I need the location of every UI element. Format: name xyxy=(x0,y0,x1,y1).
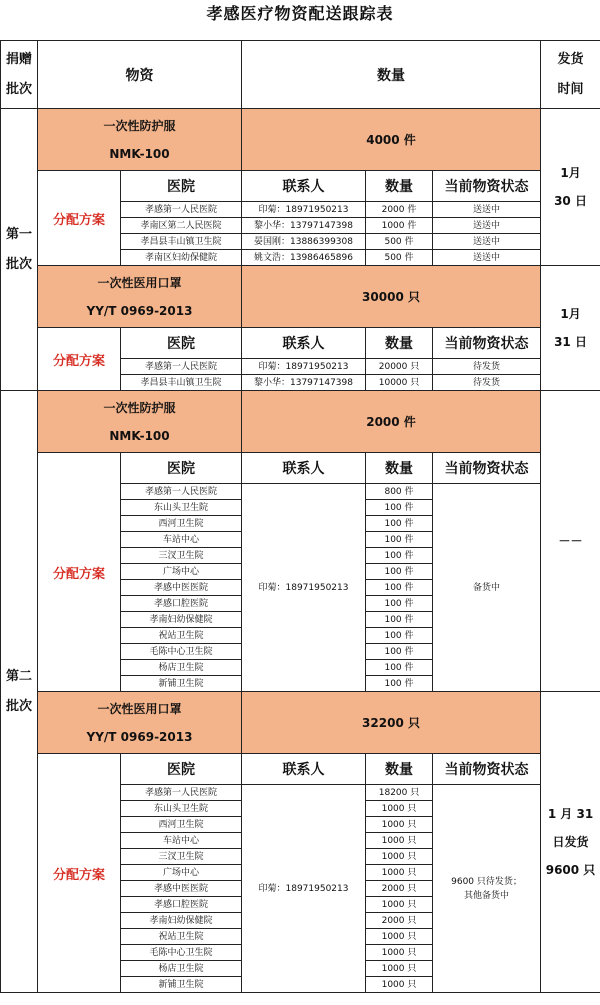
product-total-qty: 2000 件 xyxy=(242,391,541,453)
hospital-cell: 毛陈中心卫生院 xyxy=(121,644,242,660)
hospital-cell: 孝昌县丰山镇卫生院 xyxy=(121,375,242,391)
product-total-qty: 30000 只 xyxy=(242,266,541,328)
qty-cell: 100 件 xyxy=(366,596,433,612)
hospital-cell: 祝站卫生院 xyxy=(121,628,242,644)
alloc-header-row xyxy=(1,453,600,484)
subheader-status: 当前物资状态 xyxy=(433,328,541,359)
qty-cell: 100 件 xyxy=(366,548,433,564)
hospital-cell: 孝感中医医院 xyxy=(121,580,242,596)
qty-cell: 100 件 xyxy=(366,644,433,660)
hospital-cell: 广场中心 xyxy=(121,865,242,881)
qty-cell: 800 件 xyxy=(366,484,433,500)
alloc-header-row xyxy=(1,171,600,202)
contact-cell: 印菊：18971950213 xyxy=(242,785,366,993)
qty-cell: 100 件 xyxy=(366,676,433,692)
hospital-cell: 新铺卫生院 xyxy=(121,676,242,692)
subheader-quantity: 数量 xyxy=(366,453,433,484)
hospital-cell: 杨店卫生院 xyxy=(121,660,242,676)
status-cell: 备货中 xyxy=(433,484,541,692)
hospital-cell: 东山头卫生院 xyxy=(121,801,242,817)
qty-cell: 100 件 xyxy=(366,660,433,676)
qty-cell: 2000 只 xyxy=(366,913,433,929)
tracking-table xyxy=(0,40,600,993)
ship-time: 1 月 31 日发货 9600 只 xyxy=(541,692,600,993)
status-cell: 待发货 xyxy=(433,359,541,375)
qty-cell: 100 件 xyxy=(366,532,433,548)
contact-cell: 黎小华：13797147398 xyxy=(242,375,366,391)
contact-cell: 晏国刚：13886399308 xyxy=(242,234,366,250)
alloc-header-row xyxy=(1,754,600,785)
contact-cell: 印菊：18971950213 xyxy=(242,202,366,218)
product-name-cell xyxy=(38,692,242,754)
hospital-cell: 孝感口腔医院 xyxy=(121,596,242,612)
product-total-qty: 4000 件 xyxy=(242,109,541,171)
qty-cell: 20000 只 xyxy=(366,359,433,375)
ship-time: －－ xyxy=(541,391,600,692)
hospital-cell: 东山头卫生院 xyxy=(121,500,242,516)
contact-cell: 姚文浩：13986465896 xyxy=(242,250,366,266)
status-line: 其他备货中 xyxy=(464,890,510,901)
hospital-cell: 祝站卫生院 xyxy=(121,929,242,945)
qty-cell: 1000 只 xyxy=(366,977,433,993)
hospital-cell: 广场中心 xyxy=(121,564,242,580)
batch-label: 第二 批次 xyxy=(1,391,38,993)
qty-cell: 100 件 xyxy=(366,564,433,580)
product-model: YY/T 0969-2013 xyxy=(86,729,193,744)
ship-time: 1月 30 日 xyxy=(541,109,600,266)
qty-cell: 1000 只 xyxy=(366,865,433,881)
header-ship-time: 发货 时间 xyxy=(541,41,600,109)
subheader-quantity: 数量 xyxy=(366,171,433,202)
product-name: 一次性医用口罩 xyxy=(97,275,182,290)
alloc-label: 分配方案 xyxy=(38,328,121,391)
product-total-qty: 32200 只 xyxy=(242,692,541,754)
product-name: 一次性医用口罩 xyxy=(97,701,182,716)
hospital-cell: 车站中心 xyxy=(121,532,242,548)
alloc-label: 分配方案 xyxy=(38,754,121,993)
subheader-hospital: 医院 xyxy=(121,754,242,785)
qty-cell: 1000 件 xyxy=(366,218,433,234)
contact-cell: 黎小华：13797147398 xyxy=(242,218,366,234)
alloc-label: 分配方案 xyxy=(38,171,121,266)
qty-cell: 100 件 xyxy=(366,580,433,596)
hospital-cell: 孝南区妇幼保健院 xyxy=(121,250,242,266)
product-name-cell xyxy=(38,391,242,453)
hospital-cell: 孝南区第二人民医院 xyxy=(121,218,242,234)
subheader-hospital: 医院 xyxy=(121,171,242,202)
ship-time: 1月 31 日 xyxy=(541,266,600,391)
hospital-cell: 西河卫生院 xyxy=(121,817,242,833)
hospital-cell: 孝感第一人民医院 xyxy=(121,785,242,801)
status-cell xyxy=(433,785,541,993)
hospital-cell: 西河卫生院 xyxy=(121,516,242,532)
qty-cell: 1000 只 xyxy=(366,945,433,961)
hospital-cell: 孝感口腔医院 xyxy=(121,897,242,913)
subheader-contact: 联系人 xyxy=(242,754,366,785)
qty-cell: 2000 只 xyxy=(366,881,433,897)
hospital-cell: 三汊卫生院 xyxy=(121,548,242,564)
hospital-cell: 新铺卫生院 xyxy=(121,977,242,993)
qty-cell: 1000 只 xyxy=(366,929,433,945)
qty-cell: 500 件 xyxy=(366,234,433,250)
batch-label: 第一 批次 xyxy=(1,109,38,391)
product-name-cell xyxy=(38,266,242,328)
qty-cell: 1000 只 xyxy=(366,961,433,977)
product-model: NMK-100 xyxy=(109,146,170,161)
qty-cell: 100 件 xyxy=(366,500,433,516)
product-row xyxy=(1,391,600,453)
contact-cell: 印菊：18971950213 xyxy=(242,359,366,375)
hospital-cell: 车站中心 xyxy=(121,833,242,849)
hospital-cell: 孝感第一人民医院 xyxy=(121,202,242,218)
product-row xyxy=(1,109,600,171)
product-name-cell xyxy=(38,109,242,171)
status-cell: 送送中 xyxy=(433,202,541,218)
product-row xyxy=(1,692,600,754)
subheader-quantity: 数量 xyxy=(366,754,433,785)
header-quantity: 数量 xyxy=(242,41,541,109)
alloc-label: 分配方案 xyxy=(38,453,121,692)
contact-cell: 印菊：18971950213 xyxy=(242,484,366,692)
header-supplies: 物资 xyxy=(38,41,242,109)
status-cell: 送送中 xyxy=(433,218,541,234)
qty-cell: 100 件 xyxy=(366,516,433,532)
subheader-contact: 联系人 xyxy=(242,171,366,202)
hospital-cell: 孝南妇幼保健院 xyxy=(121,612,242,628)
qty-cell: 500 件 xyxy=(366,250,433,266)
product-name: 一次性防护服 xyxy=(103,118,176,133)
qty-cell: 1000 只 xyxy=(366,801,433,817)
product-model: NMK-100 xyxy=(109,428,170,443)
hospital-cell: 孝昌县丰山镇卫生院 xyxy=(121,234,242,250)
hospital-cell: 孝南妇幼保健院 xyxy=(121,913,242,929)
qty-cell: 18200 只 xyxy=(366,785,433,801)
subheader-status: 当前物资状态 xyxy=(433,754,541,785)
product-model: YY/T 0969-2013 xyxy=(86,303,193,318)
status-line: 9600 只待发货； xyxy=(451,876,522,887)
hospital-cell: 孝感中医医院 xyxy=(121,881,242,897)
hospital-cell: 毛陈中心卫生院 xyxy=(121,945,242,961)
subheader-quantity: 数量 xyxy=(366,328,433,359)
qty-cell: 10000 只 xyxy=(366,375,433,391)
qty-cell: 1000 只 xyxy=(366,817,433,833)
alloc-header-row xyxy=(1,328,600,359)
header-donation-batch: 捐赠 批次 xyxy=(1,41,38,109)
subheader-contact: 联系人 xyxy=(242,453,366,484)
subheader-status: 当前物资状态 xyxy=(433,171,541,202)
hospital-cell: 孝感第一人民医院 xyxy=(121,484,242,500)
qty-cell: 1000 只 xyxy=(366,833,433,849)
status-cell: 送送中 xyxy=(433,234,541,250)
qty-cell: 2000 件 xyxy=(366,202,433,218)
qty-cell: 1000 只 xyxy=(366,849,433,865)
header-row xyxy=(1,41,600,109)
qty-cell: 100 件 xyxy=(366,612,433,628)
subheader-contact: 联系人 xyxy=(242,328,366,359)
hospital-cell: 三汊卫生院 xyxy=(121,849,242,865)
status-cell: 待发货 xyxy=(433,375,541,391)
page-title: 孝感医疗物资配送跟踪表 xyxy=(206,4,394,23)
qty-cell: 100 件 xyxy=(366,628,433,644)
product-name: 一次性防护服 xyxy=(103,400,176,415)
subheader-status: 当前物资状态 xyxy=(433,453,541,484)
qty-cell: 1000 只 xyxy=(366,897,433,913)
product-row xyxy=(1,266,600,328)
subheader-hospital: 医院 xyxy=(121,328,242,359)
subheader-hospital: 医院 xyxy=(121,453,242,484)
hospital-cell: 杨店卫生院 xyxy=(121,961,242,977)
status-cell: 送送中 xyxy=(433,250,541,266)
hospital-cell: 孝感第一人民医院 xyxy=(121,359,242,375)
